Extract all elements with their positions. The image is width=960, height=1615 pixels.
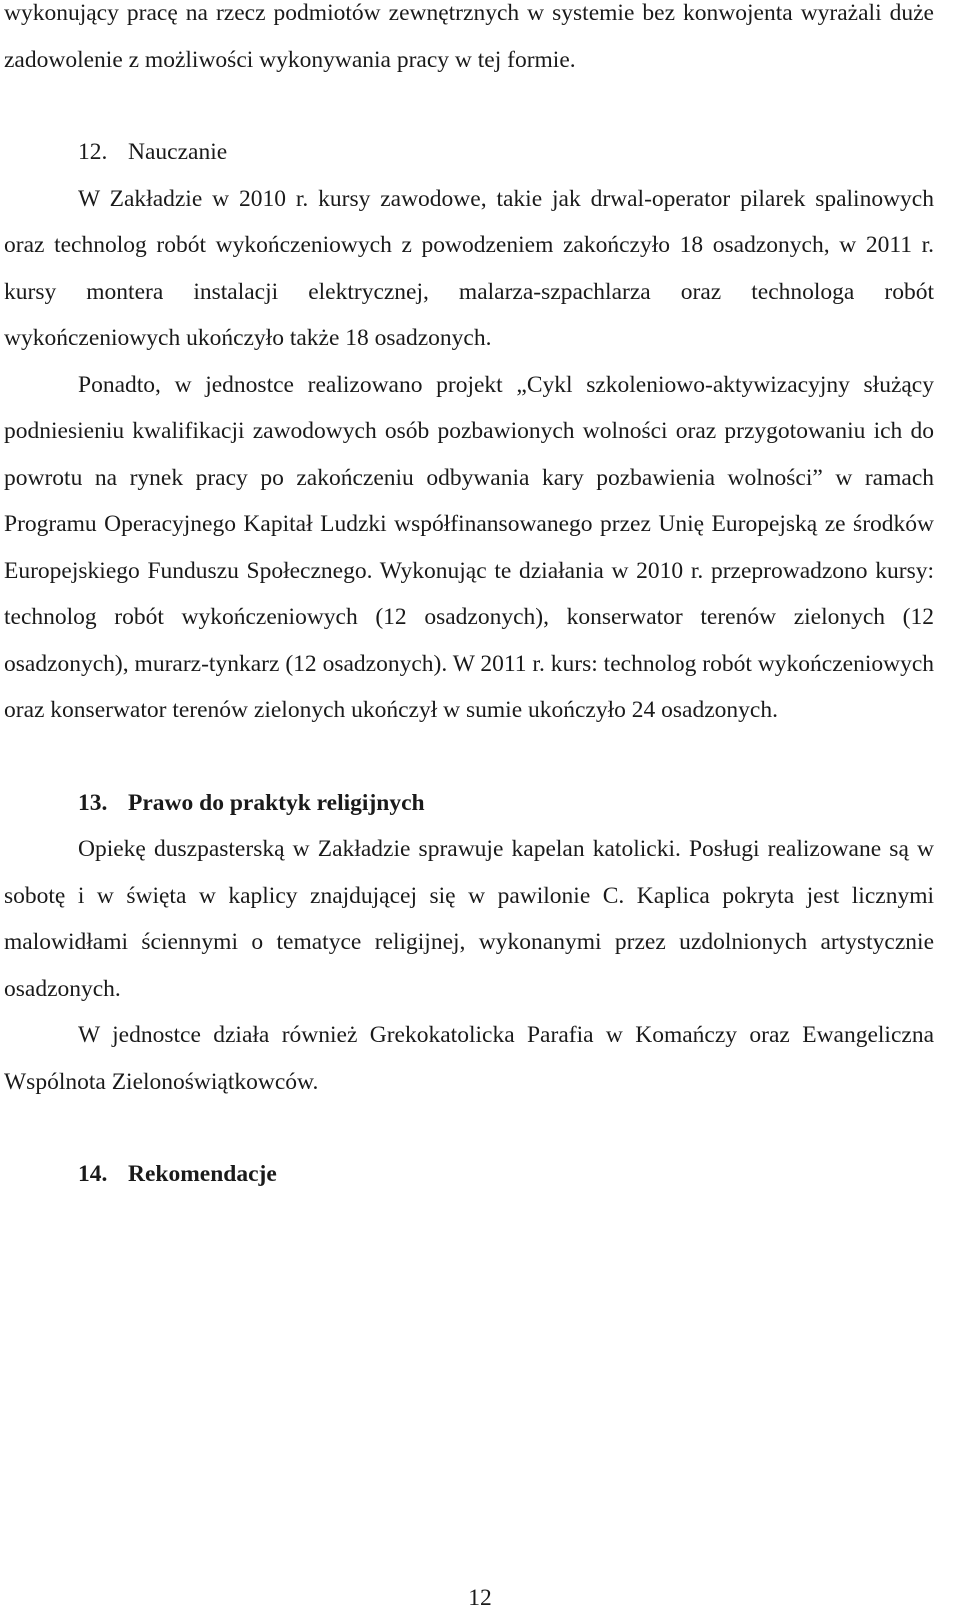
section-13-number: 13. xyxy=(78,789,108,816)
section-13-paragraph-1: Opiekę duszpasterską w Zakładzie sprawuje kapelan katolicki. Posługi realizowane są w sobotę i w święta w kaplicy znajdującej się w pawilonie C. Kaplica pokryta jest licznymi malowidłami ściennymi o tematyce religijnej, wykonanymi przez uzdolnionych artystycznie osadzonych. xyxy=(4,836,934,1002)
section-12-paragraph-1: W Zakładzie w 2010 r. kursy zawodowe, takie jak drwal-operator pilarek spalinowych oraz technolog robót wykończeniowych z powodzeniem zakończyło 18 osadzonych, w 2011 r. kursy montera instalacji elektrycznej, malarza-szpachlarza oraz technologa robót wykończeniowych ukończyło także 18 osadzonych. xyxy=(4,185,934,351)
section-13-title: Prawo do praktyk religijnych xyxy=(128,789,425,816)
section-14-title: Rekomendacje xyxy=(128,1161,277,1187)
section-13-heading xyxy=(4,780,934,827)
section-12-number: 12. xyxy=(78,139,108,165)
section-12-title: Nauczanie xyxy=(128,139,228,165)
document-page xyxy=(4,0,934,1198)
section-13-paragraph-2: W jednostce działa również Grekokatolicka Parafia w Komańczy oraz Ewangeliczna Wspólnota Zielonoświątkowców. xyxy=(4,1022,934,1095)
section-14-heading xyxy=(4,1151,934,1198)
section-14-number: 14. xyxy=(78,1161,108,1187)
section-12-heading xyxy=(4,129,934,176)
section-12-paragraph-2: Ponadto, w jednostce realizowano projekt „Cykl szkoleniowo-aktywizacyjny służący podniesieniu kwalifikacji zawodowych osób pozbawionych wolności oraz przygotowaniu ich do powrotu na rynek pracy po zakończeniu odbywania kary pozbawienia wolności” w ramach Programu Operacyjnego Kapitał Ludzki współfinansowanego przez Unię Europejską ze środków Europejskiego Funduszu Społecznego. Wykonując te działania w 2010 r. przeprowadzono kursy: technolog robót wykończeniowych (12 osadzonych), konserwator terenów zielonych (12 osadzonych), murarz-tynkarz (12 osadzonych). W 2011 r. kurs: technolog robót wykończeniowych oraz konserwator terenów zielonych ukończył w sumie ukończyło 24 osadzonych. xyxy=(4,371,934,723)
intro-paragraph: wykonujący pracę na rzecz podmiotów zewnętrznych w systemie bez konwojenta wyrażali duże zadowolenie z możliwości wykonywania pracy w tej formie. xyxy=(4,0,934,73)
page-number: 12 xyxy=(468,1585,492,1611)
